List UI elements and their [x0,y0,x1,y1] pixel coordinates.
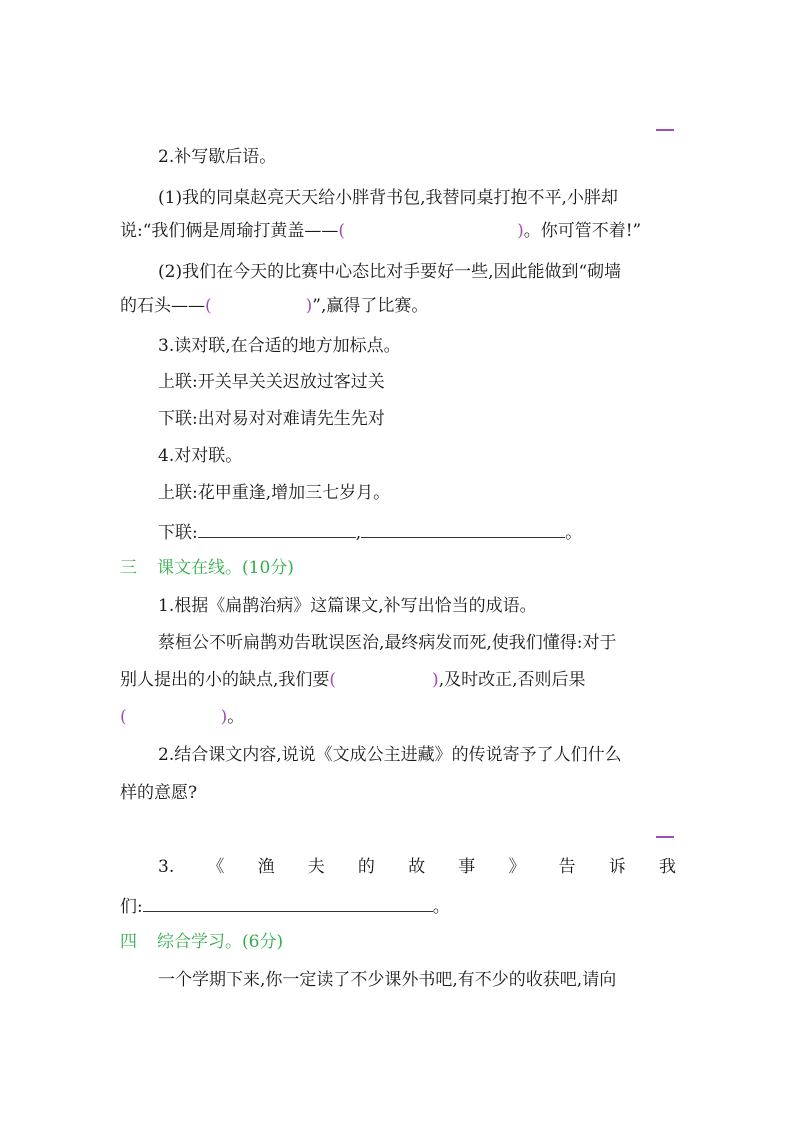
s3-q3-line1 [158,855,676,879]
s3-q1-period: 。 [227,707,245,727]
q2-p1-text-a: 说:“我们俩是周瑜打黄盖—— [120,221,339,241]
s3-q1-line3 [120,705,676,729]
section3-number: 三 [120,558,137,578]
s3-q2-line1: 2.结合课文内容,说说《文成公主进藏》的传说寄予了人们什么 [158,745,622,765]
s3-q3-char: 告 [558,857,576,877]
q3-lower-couplet: 下联:出对易对对难请先生先对 [158,409,385,429]
section3-heading [120,556,676,580]
q3-heading: 3.读对联,在合适的地方加标点。 [158,336,401,356]
q2-p1-line2 [120,219,676,243]
section4-heading [120,930,676,954]
s3-q1-text-a: 别人提出的小的缺点,我们要 [120,670,330,690]
s3-q1-line1: 蔡桓公不听扁鹊劝告耽误医治,最终病发而死,使我们懂得:对于 [158,633,617,653]
s3-q3-line2 [120,893,676,919]
q2-p2-line1: (2)我们在今天的比赛中心态比对手要好一些,因此能做到“砌墙 [158,262,622,282]
s3-q3-period: 。 [432,897,450,917]
s3-q1-paren-close-2: ) [220,707,228,727]
q3-upper-couplet: 上联:开关早关关迟放过客过关 [158,372,385,392]
s3-q1-paren-open-1: ( [329,670,337,690]
section3-title: 课文在线。(10分) [157,558,294,578]
q2-p2-text-a: 的石头—— [120,296,205,316]
q2-p1-text-b: 。你可管不着!” [523,221,642,241]
q4-heading: 4.对对联。 [158,446,243,466]
s3-q1-paren-open-2: ( [120,707,127,727]
q2-p2-text-b: ”,赢得了比赛。 [312,296,429,316]
q2-p2-paren-open: ( [205,296,212,316]
q2-p2-paren-close: ) [305,296,313,316]
q4-answer-line-2[interactable] [361,519,565,538]
answer-dash-mark-2 [656,836,674,838]
section4-number: 四 [120,932,137,952]
s3-q3-char: 故 [408,857,426,877]
s3-q3-char: 的 [357,857,375,877]
s3-q3-char: 夫 [307,857,325,877]
s3-q3-char: 渔 [257,857,275,877]
q2-heading: 2.补写歇后语。 [158,147,277,167]
s3-q3-char: 事 [458,857,476,877]
s3-q3-char: 3. [158,857,175,877]
s3-q1-heading: 1.根据《扁鹊治病》这篇课文,补写出恰当的成语。 [158,596,537,616]
answer-dash-mark [656,129,674,131]
s3-q3-label: 们: [120,897,143,917]
q2-p1-line1: (1)我的同桌赵亮天天给小胖背书包,我替同桌打抱不平,小胖却 [158,188,618,208]
s4-line1: 一个学期下来,你一定读了不少课外书吧,有不少的收获吧,请向 [158,970,617,990]
q4-period: 。 [565,523,583,543]
section4-title: 综合学习。(6分) [157,932,284,952]
q4-lower-couplet [158,519,676,545]
q2-p2-line2 [120,294,676,318]
s3-q3-answer-line[interactable] [143,893,433,912]
s3-q3-char: 诉 [608,857,626,877]
q2-p1-paren-open: ( [338,221,346,241]
s3-q2-line2: 样的意愿? [120,783,198,803]
s3-q1-paren-close-1: ) [432,670,439,690]
q4-upper-couplet: 上联:花甲重逢,增加三七岁月。 [158,483,391,503]
q2-p1-paren-close: ) [517,221,524,241]
q4-lower-label: 下联: [158,523,198,543]
s3-q3-char: 我 [658,857,676,877]
s3-q1-text-b: ,及时改正,否则后果 [438,670,586,690]
q4-answer-line-1[interactable] [198,519,356,538]
q4-comma: , [355,523,362,543]
s3-q3-char: 》 [508,857,526,877]
s3-q1-line2 [120,668,676,692]
s3-q3-char: 《 [207,857,225,877]
